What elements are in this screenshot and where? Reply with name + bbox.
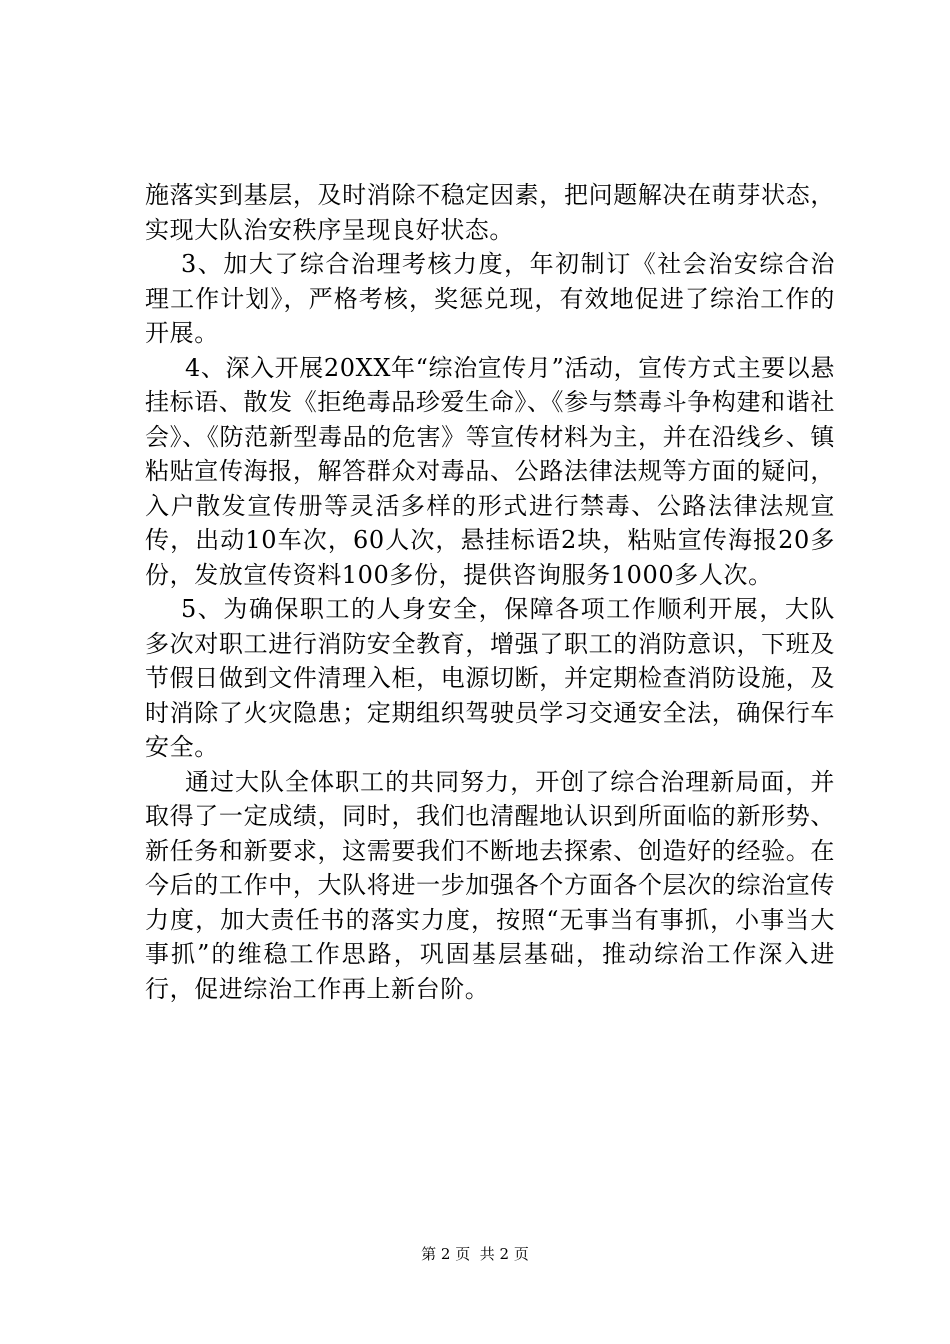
paragraph-item-3: 3、加大了综合治理考核力度，年初制订《社会治安综合治理工作计划》，严格考核，奖惩兑现，有效地促进了综治工作的开展。 [145,250,835,347]
paragraph-item-4: 4、深入开展20XX年“综治宣传月”活动，宣传方式主要以悬挂标语、散发《拒绝毒品珍爱生命》、《参与禁毒斗争构建和谐社会》、《防范新型毒品的危害》等宣传材料为主，并在沿线乡、镇粘贴宣传海报，解答群众对毒品、公路法律法规等方面的疑问，入户散发宣传册等灵活多样的形式进行禁毒、公路法律法规宣传，出动10车次，60人次，悬挂标语2块，粘贴宣传海报20多份，发放宣传资料100多份，提供咨询服务1000多人次。 [145,353,835,589]
page-footer [0,1244,950,1264]
page-number-label: 第 2 页 共 2 页 [421,1245,529,1263]
paragraph-continuation: 施落实到基层，及时消除不稳定因素，把问题解决在萌芽状态，实现大队治安秩序呈现良好状态。 [145,181,835,244]
paragraph-item-5: 5、为确保职工的人身安全，保障各项工作顺利开展，大队多次对职工进行消防安全教育，增强了职工的消防意识，下班及节假日做到文件清理入柜，电源切断，并定期检查消防设施，及时消除了火灾隐患；定期组织驾驶员学习交通安全法，确保行车安全。 [145,595,835,761]
paragraph-conclusion: 通过大队全体职工的共同努力，开创了综合治理新局面，并取得了一定成绩，同时，我们也清醒地认识到所面临的新形势、新任务和新要求，这需要我们不断地去探索、创造好的经验。在今后的工作中，大队将进一步加强各个方面各个层次的综治宣传力度，加大责任书的落实力度，按照“无事当有事抓，小事当大事抓”的维稳工作思路，巩固基层基础，推动综治工作深入进行，促进综治工作再上新台阶。 [145,767,835,1003]
document-body [145,178,835,1006]
